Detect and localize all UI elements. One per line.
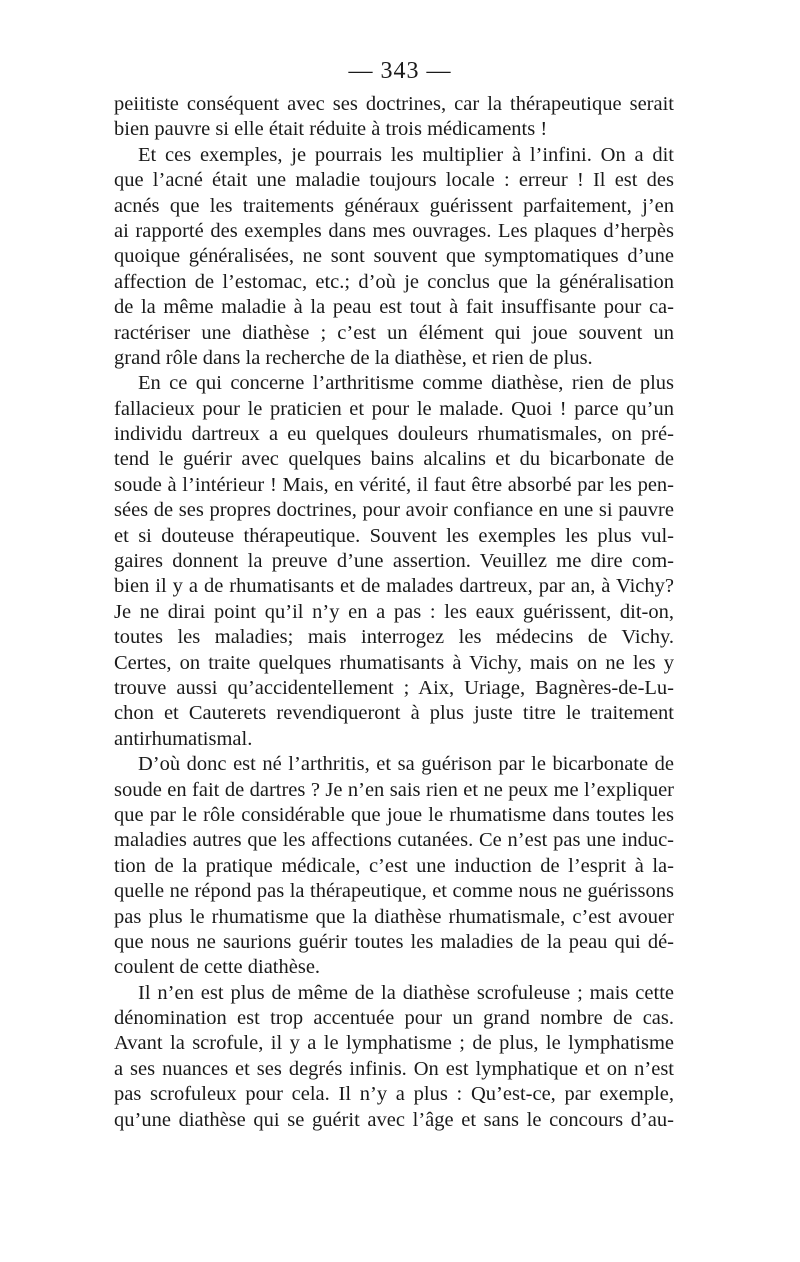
text-line: tend le guérir avec quelques bains alcalins et du bicarbonate de [114, 448, 674, 471]
text-line: En ce qui concerne l’arthritisme comme diathèse, rien de plus [138, 372, 674, 395]
text-line: chon et Cauterets revendiqueront à plus juste titre le traitement [114, 702, 674, 725]
text-line: que par le rôle considérable que joue le rhumatisme dans toutes les [114, 803, 674, 826]
text-line: coulent de cette diathèse. [114, 956, 321, 979]
text-line: D’où donc est né l’arthritis, et sa guérison par le bicarbonate de [138, 753, 674, 776]
text-line: affection de l’estomac, etc.; d’où je conclus que la généralisation [114, 270, 674, 293]
text-line: que l’acné était une maladie toujours locale : erreur ! Il est des [114, 169, 674, 192]
text-line: bien pauvre si elle était réduite à trois médicaments ! [114, 118, 548, 141]
text-line: Il n’en est plus de même de la diathèse scrofuleuse ; mais cette [138, 981, 674, 1004]
text-line: quelle ne répond pas la thérapeutique, et comme nous ne guérissons [114, 880, 674, 903]
text-line: soude à l’intérieur ! Mais, en vérité, il faut être absorbé par les pen- [114, 473, 674, 496]
text-line: a ses nuances et ses degrés infinis. On est lymphatique et on n’est [114, 1057, 674, 1080]
text-line: individu dartreux a eu quelques douleurs rhumatismales, on pré- [114, 423, 674, 446]
text-line: antirhumatismal. [114, 727, 253, 750]
text-line: toutes les maladies; mais interrogez les médecins de Vichy. [114, 626, 674, 649]
text-line: qu’une diathèse qui se guérit avec l’âge et sans le concours d’au- [114, 1108, 674, 1131]
text-line: maladies autres que les affections cutanées. Ce n’est pas une induc- [114, 829, 674, 852]
text-line: dénomination est trop accentuée pour un grand nombre de cas. [114, 1007, 674, 1030]
text-line: bien il y a de rhumatisants et de malades dartreux, par an, à Vichy? [114, 575, 674, 598]
text-line: Et ces exemples, je pourrais les multiplier à l’infini. On a dit [138, 143, 674, 166]
text-line: fallacieux pour le praticien et pour le malade. Quoi ! parce qu’un [114, 397, 674, 420]
text-line: Certes, on traite quelques rhumatisants à Vichy, mais on ne les y [114, 651, 674, 674]
text-line: soude en fait de dartres ? Je n’en sais rien et ne peux me l’expliquer [114, 778, 674, 801]
text-line: ai rapporté des exemples dans mes ouvrages. Les plaques d’herpès [114, 219, 674, 242]
text-line: ractériser une diathèse ; c’est un élément qui joue souvent un [114, 321, 674, 344]
text-line: Je ne dirai point qu’il n’y en a pas : les eaux guérissent, dit-on, [114, 600, 674, 623]
text-line: et si douteuse thérapeutique. Souvent les exemples les plus vul- [114, 524, 674, 547]
page-number: — 343 — [348, 58, 452, 84]
text-line: que nous ne saurions guérir toutes les maladies de la peau qui dé- [114, 930, 674, 953]
text-line: tion de la pratique médicale, c’est une induction de l’esprit à la- [114, 854, 674, 877]
text-line: quoique généralisées, ne sont souvent que symptomatiques d’une [114, 245, 674, 268]
text-line: Avant la scrofule, il y a le lymphatisme ; de plus, le lymphatisme [114, 1032, 674, 1055]
text-line: de la même maladie à la peau est tout à fait insuffisante pour ca- [114, 296, 674, 319]
text-line: pas plus le rhumatisme que la diathèse rhumatismale, c’est avouer [114, 905, 674, 928]
text-line: sées de ses propres doctrines, pour avoir confiance en une si pauvre [114, 499, 674, 522]
text-line: trouve aussi qu’accidentellement ; Aix, Uriage, Bagnères-de-Lu- [114, 676, 674, 699]
text-line: peiitiste conséquent avec ses doctrines, car la thérapeutique serait [114, 93, 674, 115]
text-line: pas scrofuleux pour cela. Il n’y a plus : Qu’est-ce, par exemple, [114, 1083, 674, 1106]
text-line: acnés que les traitements généraux guérissent parfaitement, j’en [114, 194, 674, 217]
body-text [114, 92, 674, 1133]
text-line: grand rôle dans la recherche de la diathèse, et rien de plus. [114, 346, 593, 369]
text-line: gaires donnent la preuve d’une assertion. Veuillez me dire com- [114, 550, 674, 573]
